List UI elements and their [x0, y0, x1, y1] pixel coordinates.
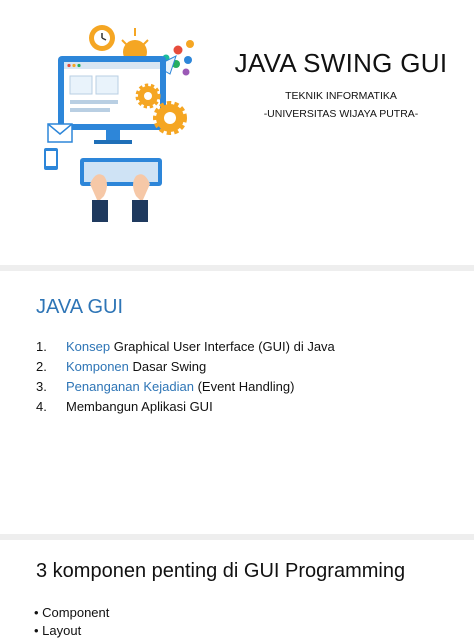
university-name: -UNIVERSITAS WIJAYA PUTRA- [263, 108, 419, 120]
topic-list [36, 337, 335, 417]
item-text: Membangun Aplikasi GUI [66, 399, 213, 414]
item-highlight: Penanganan Kejadian [66, 379, 194, 394]
slide-agenda [0, 272, 474, 534]
item-number: 2. [36, 359, 47, 374]
list-item [36, 397, 335, 417]
clock-icon [89, 25, 115, 51]
list-item [36, 337, 335, 357]
list-item [36, 377, 335, 397]
phone-icon [44, 148, 58, 170]
item-text: Graphical User Interface (GUI) di Java [110, 339, 335, 354]
component-list [34, 604, 109, 640]
slide-separator [0, 265, 474, 271]
presentation-title: JAVA SWING GUI [234, 48, 448, 78]
item-number: 4. [36, 399, 47, 414]
item-text: (Event Handling) [193, 379, 295, 394]
slide-components [0, 540, 474, 638]
envelope-icon [48, 124, 72, 142]
item-number: 3. [36, 379, 47, 394]
item-text: Dasar Swing [128, 359, 207, 374]
program-name: TEKNIK INFORMATIKA [285, 90, 397, 102]
computer-illustration [40, 16, 200, 226]
components-title: 3 komponen penting di GUI Programming [36, 560, 406, 582]
agenda-title: JAVA GUI [36, 296, 124, 318]
list-item: • Component [34, 605, 110, 620]
item-highlight: Komponen [66, 359, 129, 374]
list-item: • Layout [34, 623, 82, 638]
list-item [36, 357, 335, 377]
slide-title [0, 0, 474, 265]
item-highlight: Konsep [66, 339, 111, 354]
item-number: 1. [36, 339, 47, 354]
